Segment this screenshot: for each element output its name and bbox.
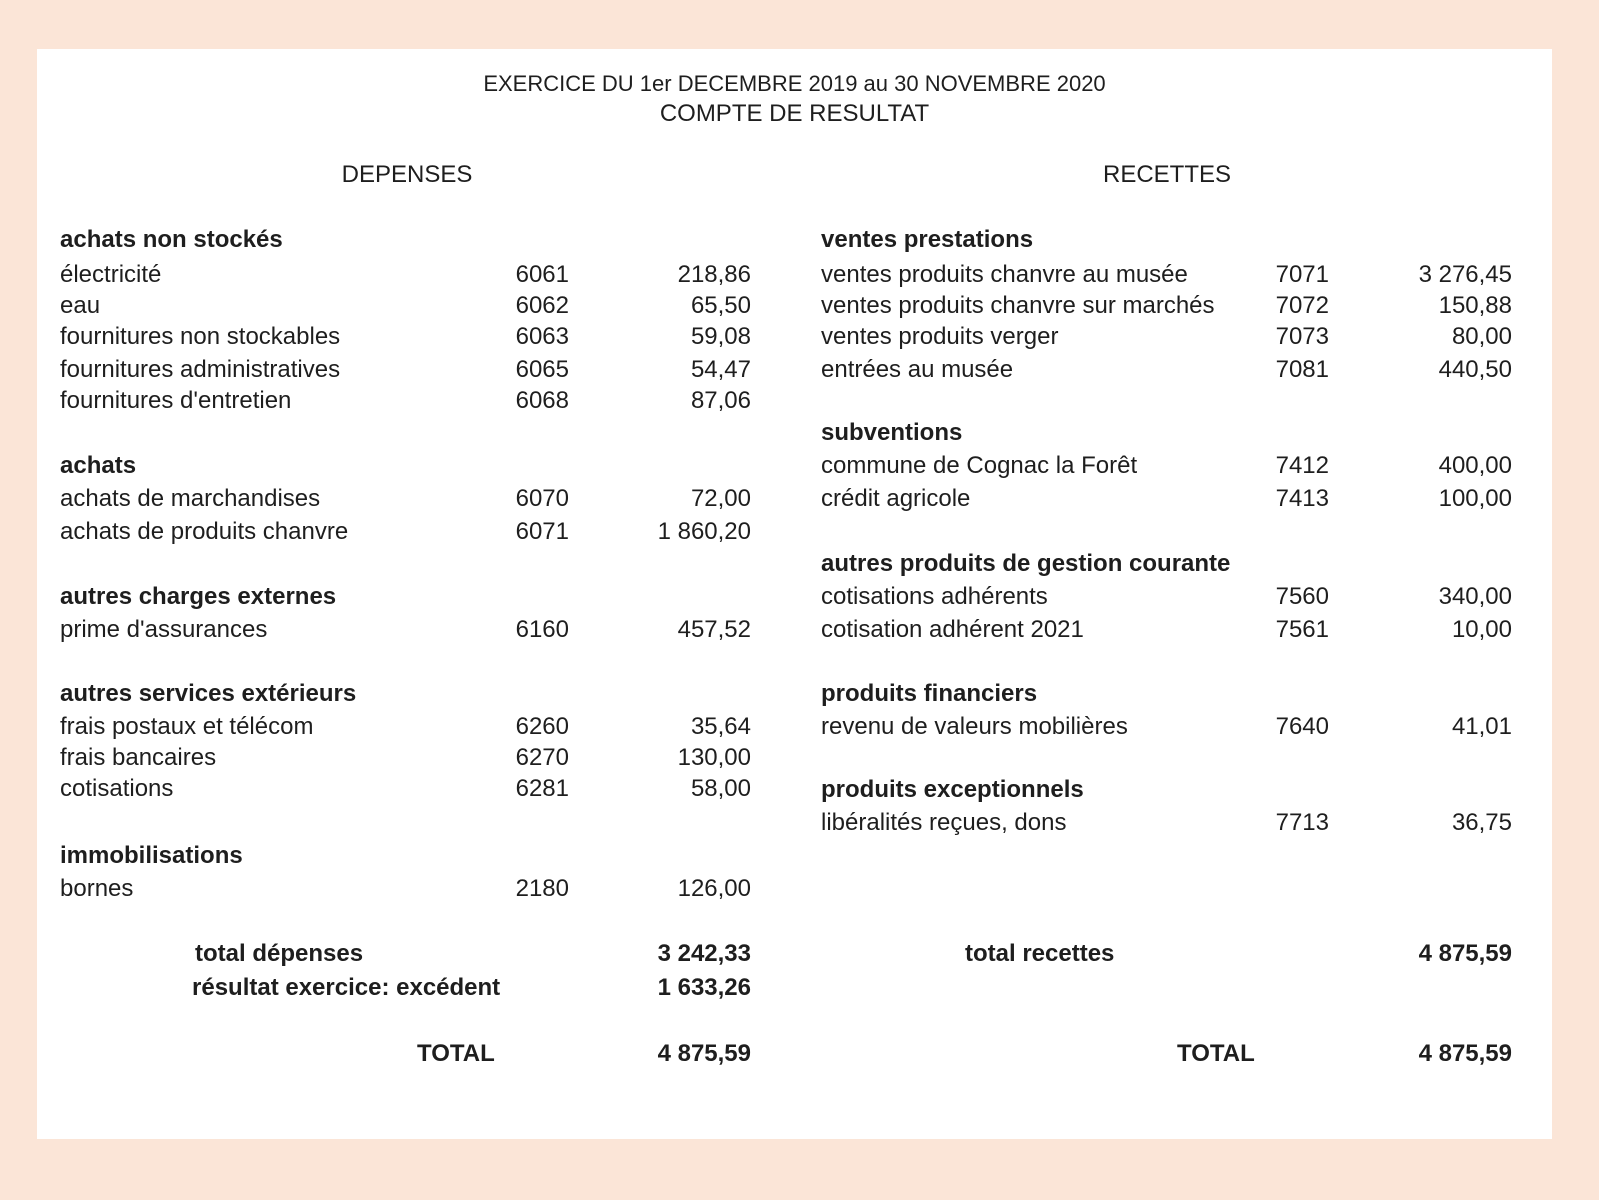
recettes-heading: RECETTES <box>1102 161 1231 188</box>
recettes-account-code: 7412 <box>1275 452 1329 479</box>
depenses-line-amount: 130,00 <box>677 744 751 771</box>
recettes-account-code: 7561 <box>1275 616 1329 643</box>
depenses-line-amount: 218,86 <box>677 261 751 288</box>
recettes-grand-total-label: TOTAL <box>1177 1040 1255 1067</box>
recettes-line-amount: 41,01 <box>1451 713 1512 740</box>
total-recettes-value: 4 875,59 <box>1418 940 1512 967</box>
depenses-line-amount: 87,06 <box>690 387 751 414</box>
depenses-line-label: prime d'assurances <box>60 616 268 643</box>
recettes-line-amount: 150,88 <box>1438 292 1512 319</box>
depenses-account-code: 6062 <box>515 292 569 319</box>
depenses-account-code: 6068 <box>515 387 569 414</box>
depenses-line-label: cotisations <box>60 775 174 802</box>
depenses-line-amount: 59,08 <box>690 323 751 350</box>
recettes-account-code: 7560 <box>1275 583 1329 610</box>
depenses-heading: DEPENSES <box>341 161 473 188</box>
depenses-group-title: immobilisations <box>60 842 243 869</box>
recettes-line-label: cotisations adhérents <box>821 583 1048 610</box>
depenses-line-amount: 35,64 <box>690 713 751 740</box>
recettes-group-title: produits financiers <box>821 680 1038 707</box>
depenses-line-amount: 54,47 <box>690 356 751 383</box>
depenses-line-label: eau <box>60 292 101 319</box>
recettes-line-label: cotisation adhérent 2021 <box>821 616 1084 643</box>
income-statement-sheet <box>37 49 1552 1139</box>
depenses-line-label: électricité <box>60 261 162 288</box>
total-recettes-label: total recettes <box>965 940 1115 967</box>
depenses-group-title: autres services extérieurs <box>60 680 357 707</box>
recettes-line-label: ventes produits chanvre au musée <box>821 261 1188 288</box>
depenses-grand-total-value: 4 875,59 <box>657 1040 751 1067</box>
recettes-line-label: ventes produits chanvre sur marchés <box>821 292 1215 319</box>
recettes-group-title: ventes prestations <box>821 226 1034 253</box>
total-depenses-label: total dépenses <box>195 940 364 967</box>
recettes-line-amount: 440,50 <box>1438 356 1512 383</box>
recettes-line-amount: 400,00 <box>1438 452 1512 479</box>
resultat-exercice-label: résultat exercice: excédent <box>192 974 501 1001</box>
depenses-group-title: achats non stockés <box>60 226 283 253</box>
depenses-line-label: fournitures non stockables <box>60 323 341 350</box>
depenses-account-code: 6160 <box>515 616 569 643</box>
depenses-line-amount: 72,00 <box>690 485 751 512</box>
recettes-line-amount: 80,00 <box>1451 323 1512 350</box>
recettes-line-label: entrées au musée <box>821 356 1014 383</box>
recettes-account-code: 7413 <box>1275 485 1329 512</box>
depenses-account-code: 6260 <box>515 713 569 740</box>
depenses-line-label: achats de produits chanvre <box>60 518 349 545</box>
recettes-account-code: 7713 <box>1275 809 1329 836</box>
recettes-line-amount: 10,00 <box>1451 616 1512 643</box>
depenses-line-label: bornes <box>60 875 134 902</box>
recettes-grand-total-value: 4 875,59 <box>1418 1040 1512 1067</box>
depenses-group-title: autres charges externes <box>60 583 337 610</box>
recettes-line-label: ventes produits verger <box>821 323 1059 350</box>
depenses-line-amount: 1 860,20 <box>657 518 751 545</box>
total-depenses-value: 3 242,33 <box>657 940 751 967</box>
recettes-account-code: 7640 <box>1275 713 1329 740</box>
recettes-account-code: 7071 <box>1275 261 1329 288</box>
depenses-line-label: fournitures d'entretien <box>60 387 292 414</box>
depenses-line-label: frais bancaires <box>60 744 217 771</box>
depenses-account-code: 6063 <box>515 323 569 350</box>
recettes-line-label: crédit agricole <box>821 485 971 512</box>
recettes-account-code: 7081 <box>1275 356 1329 383</box>
depenses-account-code: 6061 <box>515 261 569 288</box>
recettes-line-label: libéralités reçues, dons <box>821 809 1067 836</box>
depenses-grand-total-label: TOTAL <box>417 1040 495 1067</box>
recettes-account-code: 7072 <box>1275 292 1329 319</box>
depenses-line-label: fournitures administratives <box>60 356 341 383</box>
depenses-account-code: 6071 <box>515 518 569 545</box>
depenses-line-amount: 457,52 <box>677 616 751 643</box>
depenses-account-code: 6065 <box>515 356 569 383</box>
document-title: COMPTE DE RESULTAT <box>659 100 930 127</box>
depenses-account-code: 6281 <box>515 775 569 802</box>
recettes-account-code: 7073 <box>1275 323 1329 350</box>
depenses-line-label: achats de marchandises <box>60 485 321 512</box>
recettes-line-label: revenu de valeurs mobilières <box>821 713 1128 740</box>
recettes-group-title: produits exceptionnels <box>821 776 1084 803</box>
recettes-line-amount: 340,00 <box>1438 583 1512 610</box>
depenses-line-amount: 126,00 <box>677 875 751 902</box>
depenses-group-title: achats <box>60 452 137 479</box>
recettes-group-title: autres produits de gestion courante <box>821 550 1231 577</box>
recettes-line-amount: 100,00 <box>1438 485 1512 512</box>
depenses-account-code: 6070 <box>515 485 569 512</box>
recettes-line-label: commune de Cognac la Forêt <box>821 452 1138 479</box>
exercise-period: EXERCICE DU 1er DECEMBRE 2019 au 30 NOVEMBRE 2020 <box>483 71 1106 96</box>
depenses-line-amount: 65,50 <box>690 292 751 319</box>
depenses-account-code: 6270 <box>515 744 569 771</box>
depenses-line-label: frais postaux et télécom <box>60 713 314 740</box>
recettes-line-amount: 36,75 <box>1451 809 1512 836</box>
recettes-group-title: subventions <box>821 419 963 446</box>
resultat-exercice-value: 1 633,26 <box>657 974 751 1001</box>
depenses-account-code: 2180 <box>515 875 569 902</box>
depenses-line-amount: 58,00 <box>690 775 751 802</box>
recettes-line-amount: 3 276,45 <box>1418 261 1512 288</box>
